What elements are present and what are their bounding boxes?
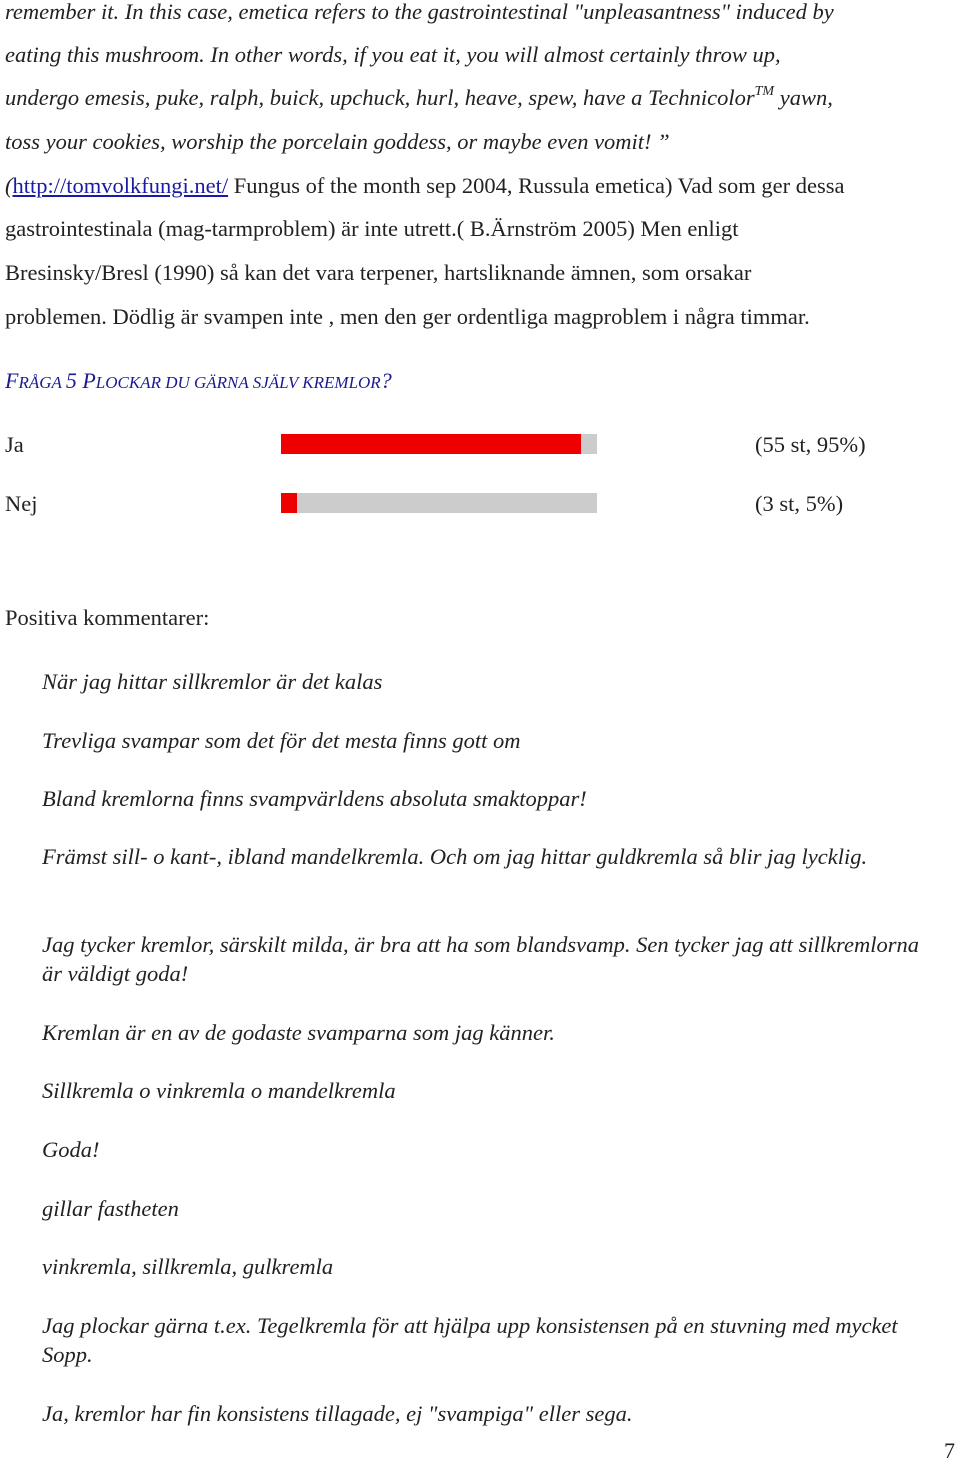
comment-3: Bland kremlorna finns svampvärldens absoluta smaktoppar! <box>42 786 587 811</box>
intro-line-5 <box>5 173 845 199</box>
poll-bar-nej <box>281 493 297 513</box>
comment-4: Främst sill- o kant-, ibland mandelkremla. Och om jag hittar guldkremla så blir jag lycklig. <box>42 844 868 869</box>
source-link[interactable]: http://tomvolkfungi.net/ <box>12 173 229 198</box>
intro-line-3-text: undergo emesis, puke, ralph, buick, upchuck, hurl, heave, spew, have a Technicolor <box>5 85 755 110</box>
comment-8: Goda! <box>42 1137 100 1162</box>
intro-line-5-text: Fungus of the month sep 2004, Russula emetica) Vad som ger dessa <box>228 173 845 198</box>
intro-line-8: problemen. Dödlig är svampen inte , men den ger ordentliga magproblem i några timmar. <box>5 304 810 329</box>
heading-part-5: ? <box>380 368 392 393</box>
comment-9: gillar fastheten <box>42 1196 179 1221</box>
comment-12: Ja, kremlor har fin konsistens tillagade, ej "svampiga" eller sega. <box>42 1401 633 1426</box>
page-number: 7 <box>944 1438 955 1463</box>
comment-7: Sillkremla o vinkremla o mandelkremla <box>42 1078 396 1103</box>
heading-part-1: F <box>5 368 19 393</box>
trademark-mark: TM <box>754 83 775 99</box>
open-paren: ( <box>5 173 13 198</box>
heading-part-4: LOCKAR DU GÄRNA SJÄLV KREMLOR <box>95 373 381 392</box>
comment-1: När jag hittar sillkremlor är det kalas <box>42 669 383 694</box>
poll-bar-track-nej <box>281 493 597 513</box>
comment-10: vinkremla, sillkremla, gulkremla <box>42 1254 334 1279</box>
poll-bar-track-ja <box>281 434 597 454</box>
intro-line-7: Bresinsky/Bresl (1990) så kan det vara terpener, hartsliknande ämnen, som orsakar <box>5 260 752 285</box>
intro-line-4: toss your cookies, worship the porcelain goddess, or maybe even vomit! ” <box>5 129 670 154</box>
comments-title: Positiva kommentarer: <box>5 605 210 630</box>
poll-label-ja: Ja <box>5 432 24 457</box>
intro-line-3-end: yawn, <box>774 85 833 110</box>
intro-line-3 <box>5 85 833 111</box>
poll-label-nej: Nej <box>5 491 38 516</box>
intro-line-6: gastrointestinala (mag-tarmproblem) är inte utrett.( B.Ärnström 2005) Men enligt <box>5 216 739 241</box>
intro-line-2: eating this mushroom. In other words, if you eat it, you will almost certainly throw up, <box>5 42 781 67</box>
comment-2: Trevliga svampar som det för det mesta finns gott om <box>42 728 521 753</box>
poll-result-ja: (55 st, 95%) <box>755 432 866 457</box>
question-heading <box>5 368 392 394</box>
comment-5: Jag tycker kremlor, särskilt milda, är bra att ha som blandsvamp. Sen tycker jag att sillkremlorna är väldigt goda! <box>42 932 919 986</box>
poll-result-nej: (3 st, 5%) <box>755 491 844 516</box>
heading-part-3: 5 P <box>65 368 96 393</box>
intro-line-1: remember it. In this case, emetica refers to the gastrointestinal "unpleasantness" induced by <box>5 0 834 24</box>
comment-11: Jag plockar gärna t.ex. Tegelkremla för att hjälpa upp konsistensen på en stuvning med mycket Sopp. <box>42 1313 898 1367</box>
comment-6: Kremlan är en av de godaste svamparna som jag känner. <box>42 1020 555 1045</box>
poll-bar-ja <box>281 434 581 454</box>
heading-part-2: RÅGA <box>18 373 66 392</box>
